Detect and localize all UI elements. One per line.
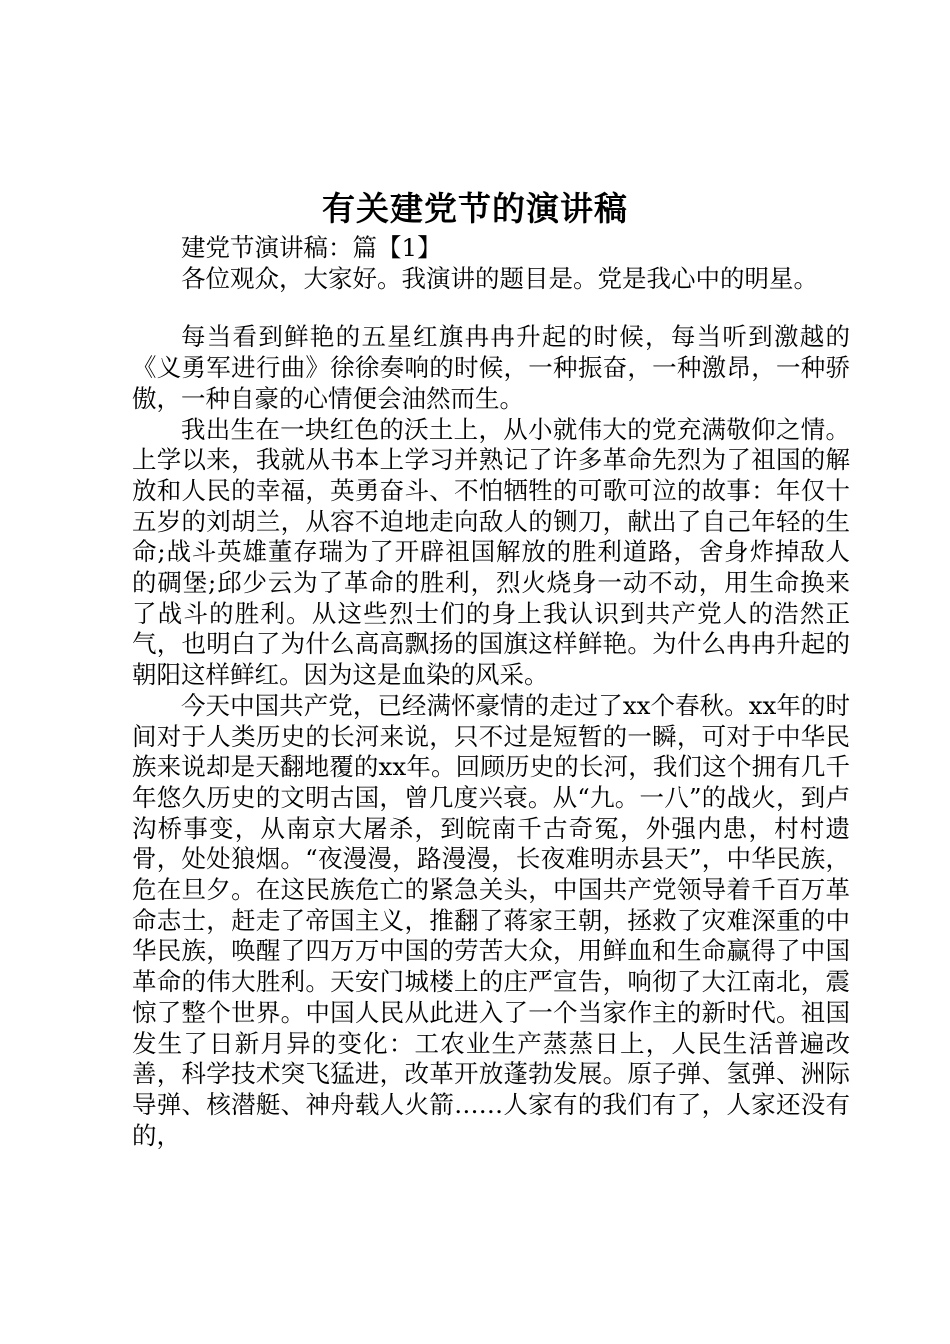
paragraph: 我出生在一块红色的沃土上，从小就伟大的党充满敬仰之情。上学以来，我就从书本上学习并熟记了许多革命先烈为了祖国的解放和人民的幸福，英勇奋斗、不怕牺牲的可歌可泣的故事：年仅十五岁的刘胡兰，从容不迫地走向敌人的铡刀，献出了自己年轻的生命;战斗英雄董存瑞为了开辟祖国解放的胜利道路，舍身炸掉敌人的碉堡;邱少云为了革命的胜利，烈火烧身一动不动，用生命换来了战斗的胜利。从这些烈士们的身上我认识到共产党人的浩然正气，也明白了为什么高高飘扬的国旗这样鲜艳。为什么冉冉升起的朝阳这样鲜红。因为这是血染的风采。: [132, 414, 850, 690]
document-body: [132, 233, 850, 1151]
paragraph-greeting: 各位观众，大家好。我演讲的题目是。党是我心中的明星。: [181, 263, 818, 293]
paragraph-heading: 建党节演讲稿：篇【1】: [181, 233, 442, 262]
paragraph: 今天中国共产党，已经满怀豪情的走过了xx个春秋。xx年的时间对于人类历史的长河来说，只不过是短暂的一瞬，可对于中华民族来说却是天翻地覆的xx年。回顾历史的长河，我们这个拥有几千年悠久历史的文明古国，曾几度兴衰。从“九。一八”的战火，到卢沟桥事变，从南京大屠杀，到皖南千古奇冤，外强内患，村村遗骨，处处狼烟。“夜漫漫，路漫漫，长夜难明赤县天”，中华民族，危在旦夕。在这民族危亡的紧急关头，中国共产党领导着千百万革命志士，赶走了帝国主义，推翻了蒋家王朝，拯救了灾难深重的中华民族，唤醒了四万万中国的劳苦大众，用鲜血和生命赢得了中国革命的伟大胜利。天安门城楼上的庄严宣告，响彻了大江南北，震惊了整个世界。中国人民从此进入了一个当家作主的新时代。祖国发生了日新月异的变化：工农业生产蒸蒸日上，人民生活普遍改善，科学技术突飞猛进，改革开放蓬勃发展。原子弹、氢弹、洲际导弹、核潜艇、神舟载人火箭……人家有的我们有了，人家还没有的，: [132, 690, 850, 1150]
paragraph: 每当看到鲜艳的五星红旗冉冉升起的时候，每当听到激越的《义勇军进行曲》徐徐奏响的时候，一种振奋，一种激昂，一种骄傲，一种自豪的心情便会油然而生。: [132, 322, 850, 413]
document-title: 有关建党节的演讲稿: [322, 189, 628, 228]
blank-line: [132, 294, 850, 322]
